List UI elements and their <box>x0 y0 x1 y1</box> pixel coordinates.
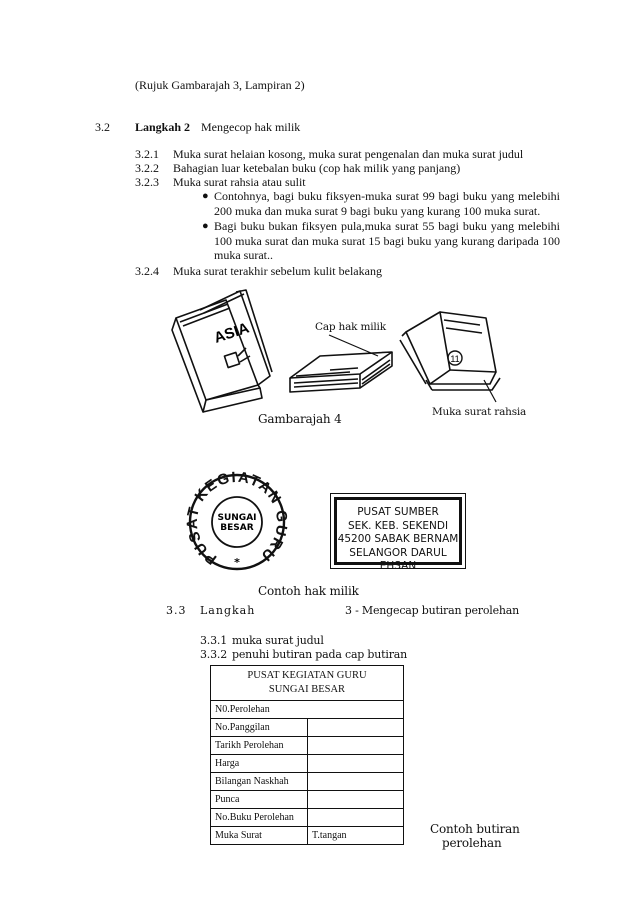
round-stamp <box>183 468 291 572</box>
item-text: Muka surat helaian kosong, muka surat pengenalan dan muka surat judul <box>173 147 524 161</box>
rect-stamp-line: SEK. KEB. SEKENDI <box>347 519 449 532</box>
round-stamp-center-line: SUNGAI <box>217 513 257 523</box>
item-text: muka surat judul <box>232 634 324 647</box>
item-number: 3.2.1 <box>135 147 159 161</box>
star-icon: * <box>234 556 240 569</box>
item-number: 3.2.4 <box>135 264 159 278</box>
form-caption: Contoh butiran <box>430 822 520 836</box>
round-stamp-ring-text: PUSAT KEGIATAN GURU <box>183 468 291 568</box>
form-title: PUSAT KEGIATAN GURU <box>247 670 367 681</box>
form-row-value <box>308 809 404 827</box>
cap-label: Cap hak milik <box>315 321 386 333</box>
form-row-value <box>308 719 404 737</box>
book-cover-word: ASIA <box>211 319 252 347</box>
rect-stamp-line: PUSAT SUMBER <box>357 506 439 518</box>
form-row-value <box>308 773 404 791</box>
item-text: Bahagian luar ketebalan buku (cop hak milik yang panjang) <box>173 161 461 175</box>
form-row-label: Punca <box>211 791 308 809</box>
acquisition-form <box>210 665 404 845</box>
secret-page-label: Muka surat rahsia <box>432 406 527 418</box>
bullet-text: Contohnya, bagi buku fiksyen-muka surat 99 bagi buku yang melebihi 200 muka dan muka surat 9 bagi buku yang kurang 100 muka surat. <box>214 189 560 218</box>
form-row-value <box>308 737 404 755</box>
form-row-value <box>308 755 404 773</box>
form-row-label: Bilangan Naskhah <box>211 773 308 791</box>
round-stamp-center-line: BESAR <box>220 523 254 533</box>
section-number: 3.2 <box>95 120 110 134</box>
form-subtitle: SUNGAI BESAR <box>268 684 346 695</box>
item-text: Muka surat rahsia atau sulit <box>173 175 306 189</box>
form-header <box>211 666 404 701</box>
rect-stamp-line: SELANGOR DARUL EHSAN <box>349 546 447 572</box>
form-caption: perolehan <box>442 836 502 850</box>
item-text: penuhi butiran pada cap butiran <box>232 648 407 661</box>
form-row-label: T.tangan <box>308 827 404 845</box>
form-row-value <box>308 791 404 809</box>
section-subtitle: 3 - Mengecap butiran perolehan <box>345 604 520 617</box>
form-row-label: No.Buku Perolehan <box>211 809 308 827</box>
item-text: Muka surat terakhir sebelum kulit belakang <box>173 264 382 278</box>
form-row-label: No.Panggilan <box>211 719 308 737</box>
item-number: 3.2.2 <box>135 161 159 175</box>
rect-stamp <box>334 497 462 572</box>
closed-book-stamp-icon <box>290 352 392 392</box>
bullet-icon: ● <box>202 190 209 202</box>
form-row-label: Harga <box>211 755 308 773</box>
open-book-secret-page-icon <box>400 312 500 402</box>
section-title: Langkah 2 <box>135 120 191 134</box>
form-row-label: Muka Surat <box>211 827 308 845</box>
item-number: 3.3.2 <box>200 648 227 661</box>
bullet-icon: ● <box>202 220 209 232</box>
item-number: 3.3.1 <box>200 634 227 647</box>
form-row-label: Tarikh Perolehan <box>211 737 308 755</box>
item-number: 3.2.3 <box>135 175 159 189</box>
section-number: 3.3 <box>166 604 187 617</box>
section-subtitle: Mengecop hak milik <box>201 120 301 134</box>
rect-stamp-line: 45200 SABAK BERNAM <box>337 533 459 545</box>
stamp-caption: Contoh hak milik <box>258 584 359 598</box>
bullet-text: Bagi buku bukan fiksyen pula,muka surat 55 bagi buku yang melebihi 100 muka surat dan muka surat 15 bagi buku yang kurang daripada 100 muka surat.. <box>214 219 560 262</box>
figure-caption: Gambarajah 4 <box>258 412 342 426</box>
section-title: Langkah <box>200 604 256 617</box>
form-row-label: N0.Perolehan <box>211 701 404 719</box>
page-number: 11 <box>450 354 460 364</box>
open-book-asia-icon <box>172 290 272 412</box>
reference-line: (Rujuk Gambarajah 3, Lampiran 2) <box>135 78 305 92</box>
